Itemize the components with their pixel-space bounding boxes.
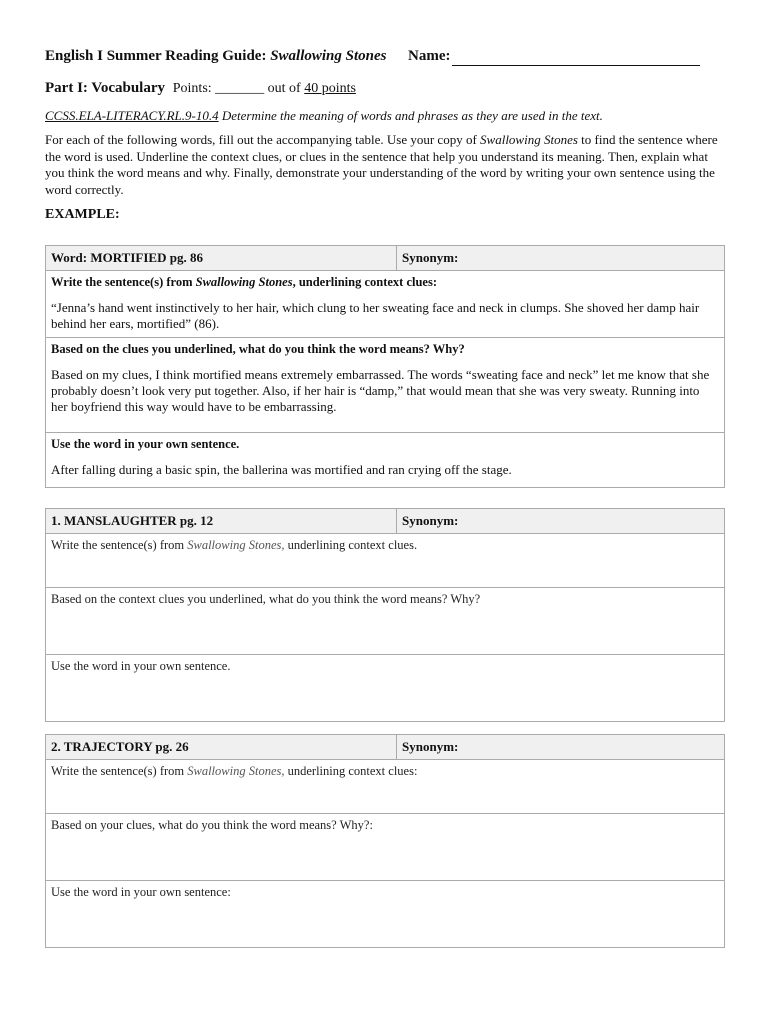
word-2-prompt-book: Swallowing Stones, <box>187 764 285 778</box>
standard-line <box>45 108 725 124</box>
word-2-header-row <box>46 735 725 760</box>
title-book: Swallowing Stones <box>270 48 387 64</box>
word-2-label: 2. TRAJECTORY pg. 26 <box>46 735 397 760</box>
word-2-prompt-b: underlining context clues: <box>287 764 418 778</box>
word-2-meaning-field[interactable] <box>46 814 725 881</box>
example-synonym-label: Synonym: <box>397 246 725 271</box>
word-1-header-row <box>46 509 725 534</box>
example-own-prompt: Use the word in your own sentence. <box>51 437 240 451</box>
word-1-prompt-a: Write the sentence(s) from <box>51 538 185 552</box>
word-1-prompt-b: underlining context clues. <box>287 538 418 552</box>
word-2-meaning-row <box>46 814 725 881</box>
word-2-own-prompt: Use the word in your own sentence: <box>51 885 231 899</box>
example-sentence: “Jenna’s hand went instinctively to her hair, which clung to her sweating face and neck in clumps. She shoved her damp hair behind her ears, mortified” (86). <box>51 300 700 331</box>
example-prompt-a: Write the sentence(s) from <box>51 275 193 289</box>
example-label: EXAMPLE: <box>45 207 120 222</box>
word-1-own-field[interactable] <box>46 655 725 722</box>
example-own-sentence: After falling during a basic spin, the ballerina was mortified and ran crying off the stage. <box>51 462 512 477</box>
word-1-own-row <box>46 655 725 722</box>
word-2-sentence-prompt <box>51 764 719 779</box>
name-label: Name: <box>408 48 451 64</box>
word-1-prompt-book: Swallowing Stones, <box>187 538 285 552</box>
example-sentence-prompt <box>51 275 719 290</box>
example-meaning: Based on my clues, I think mortified means extremely embarrassed. The words “sweating face and neck” let me know that she probably doesn’t look very put together. Also, if her hair is “damp,” that would mean that she was very sweaty. Running into her boyfriend this way would have to be embarrassing. <box>51 367 710 414</box>
example-prompt-b: , underlining context clues: <box>292 275 438 289</box>
word-table-2 <box>45 734 725 948</box>
part-heading <box>45 80 725 100</box>
word-2-prompt-a: Write the sentence(s) from <box>51 764 185 778</box>
example-meaning-prompt: Based on the clues you underlined, what do you think the word means? Why? <box>51 342 465 356</box>
word-1-meaning-field[interactable] <box>46 588 725 655</box>
title-row <box>45 48 725 68</box>
word-1-meaning-prompt: Based on the context clues you underlined, what do you think the word means? Why? <box>51 592 481 606</box>
example-prompt-book: Swallowing Stones <box>195 275 293 289</box>
word-2-sentence-field[interactable] <box>46 760 725 814</box>
word-1-sentence-row <box>46 534 725 588</box>
word-1-sentence-prompt <box>51 538 719 553</box>
word-1-meaning-row <box>46 588 725 655</box>
word-1-sentence-field[interactable] <box>46 534 725 588</box>
standard-code[interactable]: CCSS.ELA-LITERACY.RL.9-10.4 <box>45 108 219 123</box>
document-title <box>45 48 386 65</box>
word-1-label: 1. MANSLAUGHTER pg. 12 <box>46 509 397 534</box>
word-1-synonym-field[interactable]: Synonym: <box>397 509 725 534</box>
instructions-part1: For each of the following words, fill out the accompanying table. Use your copy of <box>45 132 477 147</box>
example-word: Word: MORTIFIED pg. 86 <box>46 246 397 271</box>
example-own-row <box>46 433 725 488</box>
word-table-1 <box>45 508 725 722</box>
instructions <box>45 132 725 198</box>
instructions-book: Swallowing Stones <box>480 132 578 147</box>
points-total: 40 points <box>304 81 356 96</box>
example-header-row <box>46 246 725 271</box>
example-sentence-row <box>46 271 725 338</box>
word-2-own-field[interactable] <box>46 881 725 948</box>
name-field[interactable] <box>452 65 700 66</box>
part-title: Part I: Vocabulary <box>45 80 165 96</box>
standard-text: Determine the meaning of words and phrases as they are used in the text. <box>221 108 603 123</box>
document-page <box>45 48 725 223</box>
word-1-own-prompt: Use the word in your own sentence. <box>51 659 231 673</box>
word-2-meaning-prompt: Based on your clues, what do you think the word means? Why?: <box>51 818 373 832</box>
example-table <box>45 245 725 488</box>
title-prefix: English I Summer Reading Guide: <box>45 48 267 64</box>
points-prefix: Points: _______ out of <box>172 81 301 96</box>
points-line <box>173 81 356 96</box>
word-2-own-row <box>46 881 725 948</box>
word-2-sentence-row <box>46 760 725 814</box>
example-meaning-row <box>46 338 725 433</box>
word-2-synonym-field[interactable]: Synonym: <box>397 735 725 760</box>
instructions-part2: to find the sentence where the word is used. Underline the context clues, or clues in the sentence that help you understand its meaning. Then, explain what you think the word means and why. Finally, demonstrate your understanding of the word by writing your own sentence using the word correctly. <box>45 132 718 197</box>
